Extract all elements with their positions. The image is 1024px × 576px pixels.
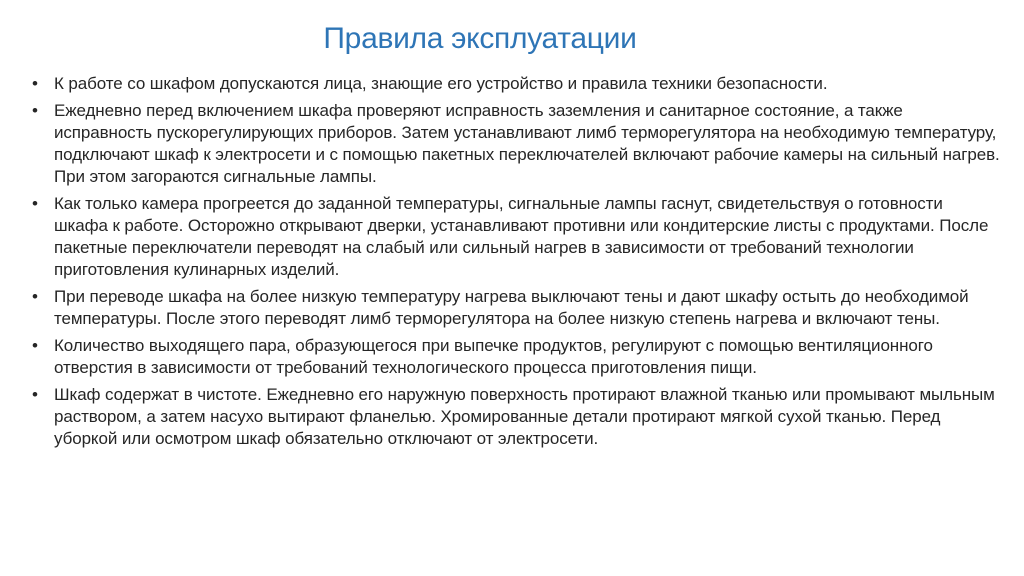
bullet-item <box>30 335 1000 379</box>
bullet-dot: • <box>32 287 38 306</box>
bullet-text: Количество выходящего пара, образующегося при выпечке продуктов, регулируют с помощью вентиляционного отверстия в зависимости от требований технологического процесса приготовления пищи. <box>54 336 933 377</box>
bullet-dot: • <box>32 74 38 93</box>
bullet-item <box>30 384 1000 450</box>
slide-title: Правила эксплуатации <box>323 22 637 55</box>
bullet-text: Ежедневно перед включением шкафа проверяют исправность заземления и санитарное состояние, а также исправность пускорегулирующих приборов. Затем устанавливают лимб терморегулятора на необходимую температуру, подключают шкаф к электросети и с помощью пакетных переключателей включают рабочие камеры на сильный нагрев. При этом загораются сигнальные лампы. <box>54 101 1000 186</box>
bullet-dot: • <box>32 101 38 120</box>
bullet-item <box>30 286 1000 330</box>
bullet-text: При переводе шкафа на более низкую температуру нагрева выключают тены и дают шкафу остыть до необходимой температуры. После этого переводят лимб терморегулятора на более низкую степень нагрева и включают тены. <box>54 287 969 328</box>
bullet-item <box>30 73 1000 95</box>
bullet-item <box>30 100 1000 188</box>
bullet-dot: • <box>32 194 38 213</box>
bullet-text: Как только камера прогреется до заданной температуры, сигнальные лампы гаснут, свидетельствуя о готовности шкафа к работе. Осторожно открывают дверки, устанавливают противни или кондитерские листы с продуктами. После пакетные переключатели переводят на слабый или сильный нагрев в зависимости от требований технологии приготовления кулинарных изделий. <box>54 194 989 279</box>
bullet-list <box>30 73 1000 455</box>
bullet-text: К работе со шкафом допускаются лица, знающие его устройство и правила техники безопасности. <box>54 74 828 93</box>
bullet-dot: • <box>32 385 38 404</box>
bullet-text: Шкаф содержат в чистоте. Ежедневно его наружную поверхность протирают влажной тканью или промывают мыльным раствором, а затем насухо вытирают фланелью. Хромированные детали протирают мягкой сухой тканью. Перед уборкой или осмотром шкаф обязательно отключают от электросети. <box>54 385 995 448</box>
bullet-dot: • <box>32 336 38 355</box>
bullet-item <box>30 193 1000 281</box>
